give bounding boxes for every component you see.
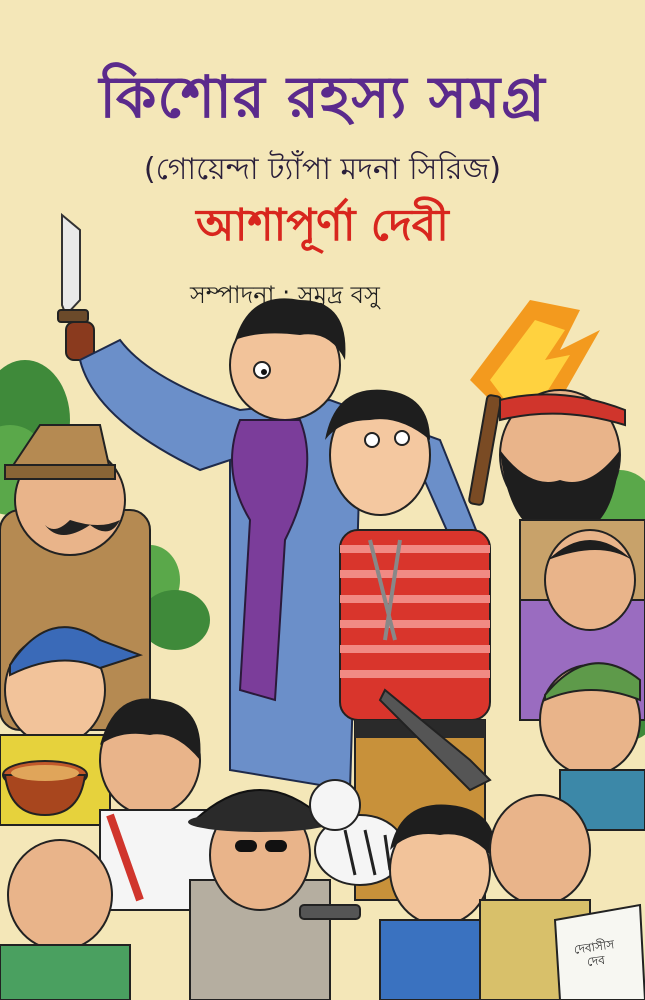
editor-line	[190, 278, 530, 312]
newspaper-text: দেবাসীস দেব	[572, 937, 616, 970]
woman-left	[100, 698, 220, 910]
editor-label: সম্পাদনা :	[190, 281, 291, 309]
editor-name: সমুদ্র বসু	[297, 281, 380, 309]
author-name: আশাপূর্ণা দেবী	[196, 200, 449, 251]
series-subtitle: (গোয়েন্দা ট্যাঁপা মদনা সিরিজ)	[143, 152, 502, 187]
book-title: কিশোর রহস্য সমগ্র	[99, 63, 546, 131]
